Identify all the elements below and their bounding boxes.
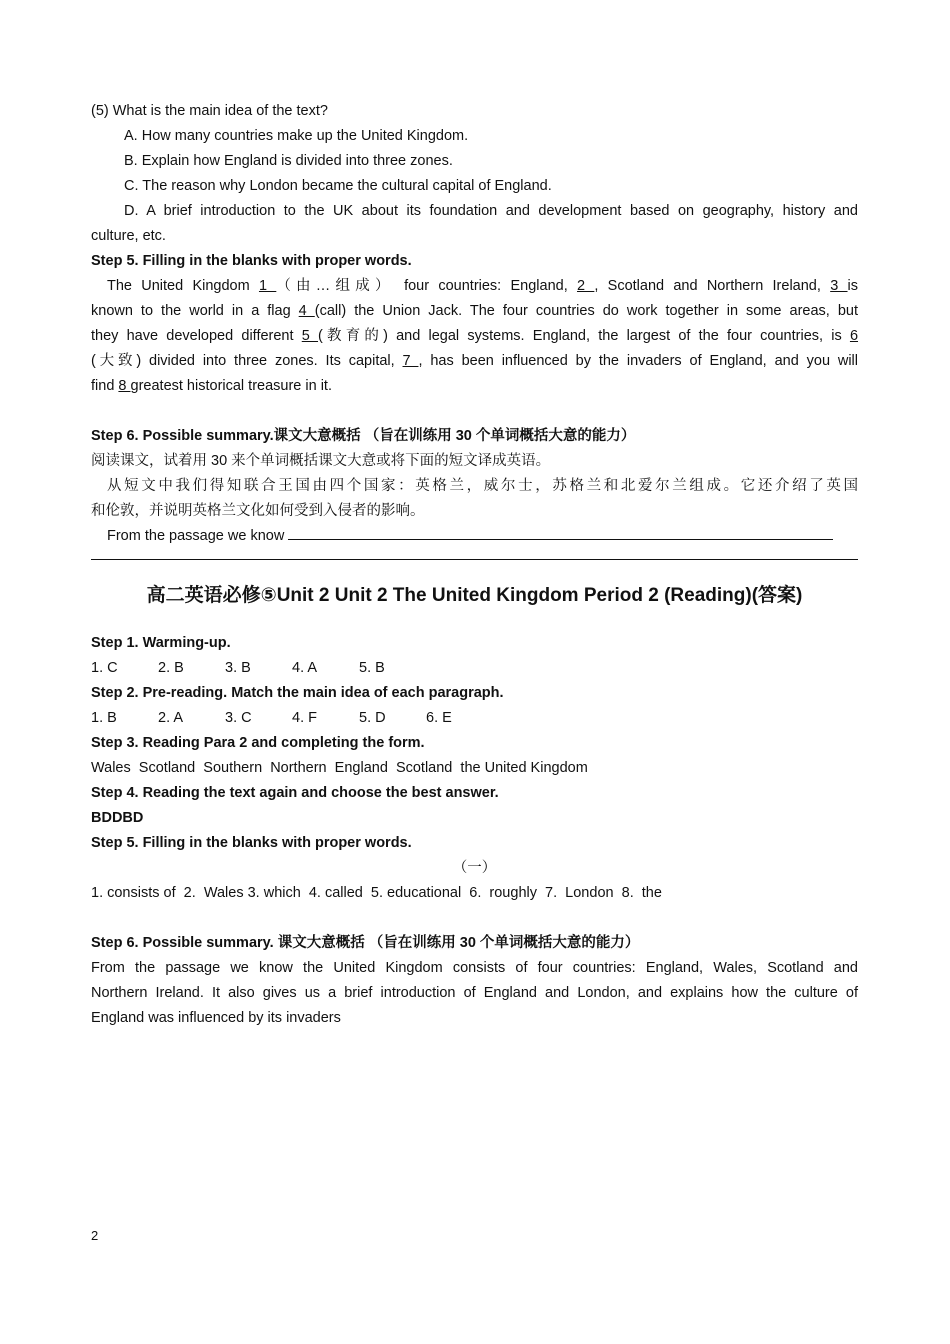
blank-4: 4: [298, 303, 315, 319]
answers-title: 高二英语必修⑤Unit 2 Unit 2 The United Kingdom Period 2 (Reading)(答案): [146, 585, 803, 606]
option-d-line2: culture, etc.: [91, 228, 166, 244]
step6-chinese-line1: 从短文中我们得知联合王国由四个国家：英格兰，威尔士，苏格兰和北爱尔兰组成。它还介绍了英国: [107, 478, 858, 494]
answers-step6-line3: England was influenced by its invaders: [91, 1010, 341, 1026]
answers-step6-heading: Step 6. Possible summary. 课文大意概括 （旨在训练用 30 个单词概括大意的能力）: [91, 935, 640, 951]
step6-prompt-line: From the passage we know: [91, 524, 858, 549]
blank-8: 8: [118, 378, 131, 394]
document-page: [91, 99, 858, 1031]
step6-heading: Step 6. Possible summary.课文大意概括 （旨在训练用 30 个单词概括大意的能力）: [91, 428, 636, 444]
answer-rule-1: [288, 525, 833, 540]
blank-5: 5: [301, 328, 319, 344]
answers-step5-subheading: （一）: [452, 860, 497, 876]
step5-passage-line3: they have developed different 5 (教育的) and legal systems. England, the largest of the four countries, is 6: [91, 328, 859, 344]
blank-6: 6: [849, 328, 859, 344]
answers-step4: BDDBD: [91, 810, 144, 826]
option-c: C. The reason why London became the cultural capital of England.: [124, 178, 552, 194]
option-d-line1: D. A brief introduction to the UK about its foundation and development based on geography, history and: [124, 203, 858, 219]
answers-step2-row: 1. B 2. A 3. C 4. F 5. D 6. E: [91, 710, 452, 726]
answers-step1-heading: Step 1. Warming-up.: [91, 635, 231, 651]
step6-chinese-line2: 和伦敦，并说明英格兰文化如何受到入侵者的影响。: [91, 503, 425, 519]
step5-passage-line2: known to the world in a flag 4 (call) the Union Jack. The four countries do work together in some areas, but: [91, 303, 858, 319]
answer-rule-2: [91, 549, 858, 560]
answers-step1-row: 1. C 2. B 3. B 4. A 5. B: [91, 660, 385, 676]
answers-step2-heading: Step 2. Pre-reading. Match the main idea of each paragraph.: [91, 685, 504, 701]
option-a: A. How many countries make up the United Kingdom.: [124, 128, 469, 144]
blank-7: 7: [402, 353, 419, 369]
step5-heading: Step 5. Filling in the blanks with proper words.: [91, 253, 412, 269]
step5-passage-line5: find 8 greatest historical treasure in it.: [91, 378, 332, 394]
step5-passage-line1: The United Kingdom 1 （由…组成） four countries: England, 2 , Scotland and Northern Ireland, 3 is: [107, 278, 859, 294]
answers-step3: Wales Scotland Southern Northern England Scotland the United Kingdom: [91, 760, 588, 776]
answers-step5: 1. consists of 2. Wales 3. which 4. called 5. educational 6. roughly 7. London 8. the: [91, 885, 662, 901]
answers-step4-heading: Step 4. Reading the text again and choose the best answer.: [91, 785, 499, 801]
blank-1: 1: [258, 278, 277, 294]
blank-2: 2: [577, 278, 595, 294]
page-number: 2: [91, 1228, 99, 1243]
answers-step5-heading: Step 5. Filling in the blanks with proper words.: [91, 835, 412, 851]
option-b: B. Explain how England is divided into three zones.: [124, 153, 453, 169]
step5-passage-line4: (大致) divided into three zones. Its capital, 7 , has been influenced by the invaders of England, and you will: [91, 353, 858, 369]
step6-instruction: 阅读课文，试着用 30 来个单词概括课文大意或将下面的短文译成英语。: [91, 453, 551, 469]
question-5-stem: (5) What is the main idea of the text?: [91, 103, 328, 119]
answers-step6-line2: Northern Ireland. It also gives us a brief introduction of England and London, and explains how the culture of: [91, 985, 858, 1001]
answers-step6-line1: From the passage we know the United Kingdom consists of four countries: England, Wales, Scotland and: [91, 960, 858, 976]
answers-step3-heading: Step 3. Reading Para 2 and completing the form.: [91, 735, 425, 751]
blank-3: 3: [830, 278, 848, 294]
